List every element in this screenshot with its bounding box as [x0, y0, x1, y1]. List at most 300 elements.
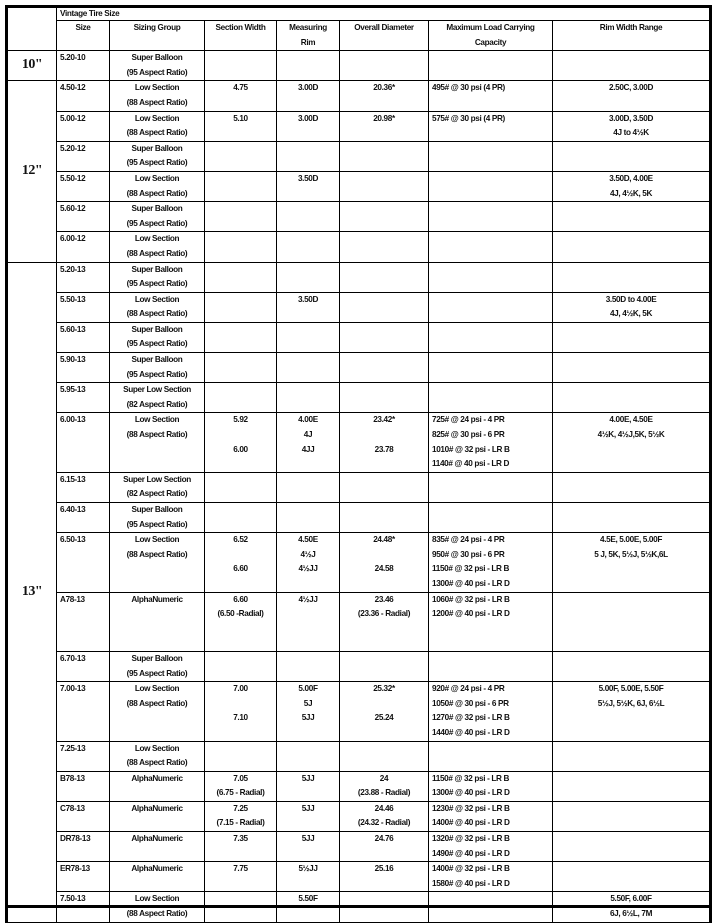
vintage-tire-size-table: [5, 5, 712, 923]
rim-width-range-line: 5 J, 5K, 5½J, 5½K,6L: [594, 549, 668, 559]
measuring-rim-cell: [277, 682, 340, 741]
overall-diameter-line: 24: [379, 773, 389, 783]
header-measuring-rim-line1: Measuring: [289, 23, 327, 32]
measuring-rim-cell: [277, 413, 340, 472]
rim-width-range-cell: [553, 682, 711, 741]
overall-diameter-line: 25.24: [374, 713, 394, 723]
sizing-group-line: Super Balloon: [131, 204, 183, 214]
sizing-group-line: Super Balloon: [131, 264, 183, 274]
tire-size: 5.20-13: [60, 264, 86, 274]
header-section-width: Section Width: [205, 21, 277, 51]
sizing-group-cell: [110, 292, 205, 322]
section-width-cell: [205, 771, 277, 801]
tire-size: ER78-13: [60, 864, 90, 874]
section-width-cell: [205, 892, 277, 922]
section-width-line: 6.00: [233, 444, 248, 454]
overall-diameter-cell: [340, 413, 429, 472]
size-cell: [57, 832, 110, 862]
measuring-rim-line: 3.00D: [297, 113, 319, 123]
max-load-cell: [429, 111, 553, 141]
measuring-rim-cell: [277, 232, 340, 262]
rim-width-range-cell: [553, 503, 711, 533]
section-width-cell: [205, 111, 277, 141]
overall-diameter-cell: [340, 111, 429, 141]
tire-size: 5.95-13: [60, 385, 86, 395]
overall-diameter-line: 25.16: [374, 864, 394, 874]
max-load-line: 1490# @ 40 psi - LR D: [432, 848, 510, 858]
tire-size: 7.00-13: [60, 684, 86, 694]
sizing-group-line: (88 Aspect Ratio): [126, 549, 188, 559]
sizing-group-line: Super Balloon: [131, 324, 183, 334]
max-load-cell: [429, 682, 553, 741]
size-cell: [57, 771, 110, 801]
sizing-group-line: (88 Aspect Ratio): [126, 909, 188, 919]
sizing-group-cell: [110, 862, 205, 892]
measuring-rim-line: 5J: [303, 698, 313, 708]
section-width-line: 7.00: [233, 684, 248, 694]
table-row: [7, 292, 711, 322]
section-width-line: 7.25: [233, 803, 248, 813]
size-cell: [57, 472, 110, 502]
section-width-line: (7.15 - Radial): [216, 818, 265, 828]
table-row: [7, 232, 711, 262]
overall-diameter-cell: [340, 383, 429, 413]
sizing-group-line: (88 Aspect Ratio): [126, 188, 188, 198]
sizing-group-cell: [110, 503, 205, 533]
rim-width-range-line: 4J to 4½K: [613, 128, 649, 138]
sizing-group-line: Super Balloon: [131, 653, 183, 663]
sizing-group-line: (95 Aspect Ratio): [126, 279, 188, 289]
rim-diameter-group-label: 13": [7, 262, 57, 922]
overall-diameter-cell: [340, 353, 429, 383]
size-cell: [57, 413, 110, 472]
rim-width-range-cell: [553, 262, 711, 292]
rim-width-range-line: 3.00D, 3.50D: [608, 113, 654, 123]
measuring-rim-cell: [277, 51, 340, 81]
sizing-group-cell: [110, 353, 205, 383]
table-row: [7, 651, 711, 681]
overall-diameter-cell: [340, 503, 429, 533]
table-row: [7, 832, 711, 862]
measuring-rim-cell: [277, 81, 340, 111]
rim-width-range-line: 6J, 6½L, 7M: [609, 909, 653, 919]
overall-diameter-cell: [340, 141, 429, 171]
tire-size: 5.50-12: [60, 173, 86, 183]
table-row: [7, 322, 711, 352]
rim-width-range-cell: [553, 292, 711, 322]
sizing-group-line: Super Low Section: [123, 474, 191, 484]
measuring-rim-line: 3.00D: [297, 83, 319, 93]
section-width-line: 7.05: [233, 773, 248, 783]
sizing-group-line: (82 Aspect Ratio): [126, 399, 188, 409]
size-cell: [57, 592, 110, 651]
overall-diameter-line: 23.42*: [373, 415, 395, 425]
tire-size: 6.50-13: [60, 535, 86, 545]
rim-width-range-cell: [553, 141, 711, 171]
max-load-cell: [429, 141, 553, 171]
overall-diameter-cell: [340, 262, 429, 292]
size-cell: [57, 51, 110, 81]
overall-diameter-line: 24.76: [374, 834, 394, 844]
header-overall-diameter: Overall Diameter: [340, 21, 429, 51]
max-load-line: 1140# @ 40 psi - LR D: [432, 459, 510, 469]
max-load-cell: [429, 171, 553, 201]
size-cell: [57, 383, 110, 413]
sizing-group-line: Super Balloon: [131, 355, 183, 365]
measuring-rim-cell: [277, 832, 340, 862]
overall-diameter-cell: [340, 801, 429, 831]
table-row: [7, 533, 711, 592]
sizing-group-line: Low Section: [134, 113, 180, 123]
rim-width-range-cell: [553, 51, 711, 81]
measuring-rim-cell: [277, 171, 340, 201]
rim-width-range-cell: [553, 892, 711, 922]
overall-diameter-line: 24.58: [374, 564, 394, 574]
table-row: [7, 892, 711, 922]
rim-width-range-line: 2.50C, 3.00D: [608, 83, 654, 93]
tire-size: B78-13: [60, 773, 85, 783]
sizing-group-line: AlphaNumeric: [131, 834, 183, 844]
measuring-rim-line: 4.50E: [298, 535, 318, 545]
section-width-line: 6.52: [233, 535, 248, 545]
sizing-group-cell: [110, 832, 205, 862]
sizing-group-line: (88 Aspect Ratio): [126, 758, 188, 768]
measuring-rim-cell: [277, 262, 340, 292]
measuring-rim-line: 5JJ: [301, 773, 315, 783]
measuring-rim-line: 4J: [303, 430, 313, 440]
size-cell: [57, 533, 110, 592]
section-width-line: 6.60: [233, 594, 248, 604]
rim-width-range-line: 5.50F, 6.00F: [610, 894, 652, 904]
max-load-cell: [429, 51, 553, 81]
rim-width-range-line: 5½J, 5½K, 6J, 6½L: [597, 698, 665, 708]
table-row: [7, 51, 711, 81]
table-row: [7, 503, 711, 533]
overall-diameter-cell: [340, 741, 429, 771]
tire-size: 6.00-13: [60, 415, 86, 425]
size-cell: [57, 322, 110, 352]
size-cell: [57, 801, 110, 831]
overall-diameter-cell: [340, 533, 429, 592]
max-load-cell: [429, 81, 553, 111]
table-row: [7, 801, 711, 831]
rim-width-range-cell: [553, 202, 711, 232]
size-cell: [57, 651, 110, 681]
overall-diameter-line: 23.78: [374, 444, 394, 454]
overall-diameter-line: (23.36 - Radial): [357, 609, 411, 619]
overall-diameter-line: (24.32 - Radial): [357, 818, 411, 828]
tire-size: 5.60-12: [60, 204, 86, 214]
size-cell: [57, 892, 110, 922]
section-width-line: (6.50 -Radial): [217, 609, 264, 619]
table-row: [7, 262, 711, 292]
overall-diameter-cell: [340, 651, 429, 681]
overall-diameter-line: (23.88 - Radial): [357, 788, 411, 798]
sizing-group-line: Low Section: [134, 894, 180, 904]
overall-diameter-cell: [340, 322, 429, 352]
rim-width-range-cell: [553, 232, 711, 262]
max-load-cell: [429, 741, 553, 771]
max-load-line: 1060# @ 32 psi - LR B: [432, 594, 510, 604]
section-width-cell: [205, 353, 277, 383]
measuring-rim-line: 5.00F: [298, 684, 318, 694]
section-width-cell: [205, 383, 277, 413]
max-load-cell: [429, 862, 553, 892]
overall-diameter-cell: [340, 51, 429, 81]
tire-size: 6.00-12: [60, 234, 86, 244]
sizing-group-line: (95 Aspect Ratio): [126, 218, 188, 228]
measuring-rim-line: 5½JJ: [298, 864, 318, 874]
overall-diameter-cell: [340, 171, 429, 201]
rim-width-range-cell: [553, 741, 711, 771]
table-row: [7, 592, 711, 651]
table-row: [7, 141, 711, 171]
tire-size: 6.15-13: [60, 474, 86, 484]
tire-size: 5.90-13: [60, 355, 86, 365]
overall-diameter-cell: [340, 81, 429, 111]
header-max-load: [429, 21, 553, 51]
sizing-group-cell: [110, 892, 205, 922]
rim-width-range-cell: [553, 81, 711, 111]
section-width-cell: [205, 262, 277, 292]
sizing-group-line: (95 Aspect Ratio): [126, 369, 188, 379]
max-load-cell: [429, 801, 553, 831]
max-load-line: 575# @ 30 psi (4 PR): [432, 113, 505, 123]
max-load-cell: [429, 413, 553, 472]
measuring-rim-line: 4½J: [300, 549, 316, 559]
sizing-group-line: AlphaNumeric: [131, 594, 183, 604]
sizing-group-line: (88 Aspect Ratio): [126, 128, 188, 138]
sizing-group-cell: [110, 81, 205, 111]
rim-diameter-group-label: 12": [7, 81, 57, 262]
header-measuring-rim-line2: Rim: [300, 37, 316, 47]
tire-size: A78-13: [60, 594, 85, 604]
section-width-cell: [205, 862, 277, 892]
sizing-group-line: (88 Aspect Ratio): [126, 430, 188, 440]
section-width-cell: [205, 292, 277, 322]
max-load-line: 1150# @ 32 psi - LR B: [432, 773, 510, 783]
section-width-line: 7.35: [233, 834, 248, 844]
header-max-load-line1: Maximum Load Carrying: [446, 23, 535, 32]
sizing-group-line: Low Section: [134, 684, 180, 694]
max-load-cell: [429, 503, 553, 533]
max-load-cell: [429, 383, 553, 413]
header-max-load-line2: Capacity: [474, 37, 507, 47]
rim-width-range-line: 4.00E, 4.50E: [609, 415, 653, 425]
header-rim-width-range: Rim Width Range: [553, 21, 711, 51]
rim-width-range-cell: [553, 832, 711, 862]
sizing-group-line: Low Section: [134, 415, 180, 425]
table-row: [7, 111, 711, 141]
max-load-line: 1010# @ 32 psi - LR B: [432, 444, 510, 454]
measuring-rim-cell: [277, 353, 340, 383]
max-load-line: 1050# @ 30 psi - 6 PR: [432, 698, 509, 708]
table-row: [7, 81, 711, 111]
table-title-row: [7, 7, 711, 21]
table-row: [7, 413, 711, 472]
max-load-line: 1300# @ 40 psi - LR D: [432, 788, 510, 798]
tire-size: 7.50-13: [60, 894, 86, 904]
sizing-group-cell: [110, 202, 205, 232]
overall-diameter-line: [343, 428, 425, 443]
table-row: [7, 383, 711, 413]
sizing-group-cell: [110, 472, 205, 502]
sizing-group-line: (95 Aspect Ratio): [126, 67, 188, 77]
tire-size: 5.20-12: [60, 143, 86, 153]
sizing-group-line: Low Section: [134, 234, 180, 244]
sizing-group-line: Super Low Section: [123, 385, 191, 395]
section-width-cell: [205, 322, 277, 352]
sizing-group-line: Low Section: [134, 535, 180, 545]
max-load-line: 1320# @ 32 psi - LR B: [432, 834, 510, 844]
sizing-group-cell: [110, 592, 205, 651]
measuring-rim-cell: [277, 141, 340, 171]
tire-size: 5.50-13: [60, 294, 86, 304]
section-width-cell: [205, 81, 277, 111]
section-width-line: 7.75: [233, 864, 248, 874]
max-load-line: 1580# @ 40 psi - LR D: [432, 878, 510, 888]
measuring-rim-cell: [277, 862, 340, 892]
max-load-cell: [429, 322, 553, 352]
section-width-cell: [205, 533, 277, 592]
overall-diameter-line: 24.46: [374, 803, 394, 813]
sizing-group-cell: [110, 383, 205, 413]
rim-width-range-line: 3.50D, 4.00E: [609, 173, 653, 183]
section-width-line: 4.75: [233, 83, 248, 93]
table-row: [7, 862, 711, 892]
tire-size: 7.25-13: [60, 743, 86, 753]
table-row: [7, 353, 711, 383]
table-row: [7, 741, 711, 771]
max-load-cell: [429, 533, 553, 592]
size-cell: [57, 232, 110, 262]
rim-width-range-line: 4J, 4½K, 5K: [609, 309, 653, 319]
size-cell: [57, 202, 110, 232]
sizing-group-cell: [110, 171, 205, 201]
max-load-line: 1300# @ 40 psi - LR D: [432, 578, 510, 588]
sizing-group-cell: [110, 651, 205, 681]
measuring-rim-cell: [277, 472, 340, 502]
measuring-rim-line: 4.00E: [298, 415, 318, 425]
overall-diameter-cell: [340, 862, 429, 892]
max-load-line: 920# @ 24 psi - 4 PR: [432, 684, 505, 694]
sizing-group-line: AlphaNumeric: [131, 864, 183, 874]
rim-width-range-line: 4.5E, 5.00E, 5.00F: [600, 535, 662, 545]
sizing-group-line: Super Balloon: [131, 505, 183, 514]
sizing-group-line: (88 Aspect Ratio): [126, 97, 188, 107]
sizing-group-line: Super Balloon: [131, 143, 183, 153]
size-cell: [57, 741, 110, 771]
section-width-cell: [205, 413, 277, 472]
rim-width-range-line: 3.50D to 4.00E: [605, 294, 657, 304]
size-cell: [57, 171, 110, 201]
table-header-row: [7, 21, 711, 51]
measuring-rim-cell: [277, 202, 340, 232]
table-row: [7, 771, 711, 801]
rim-width-range-cell: [553, 171, 711, 201]
table-row: [7, 682, 711, 741]
tire-size: 4.50-12: [60, 83, 86, 93]
max-load-cell: [429, 832, 553, 862]
measuring-rim-line: 5JJ: [301, 713, 315, 723]
size-cell: [57, 682, 110, 741]
table-row: [7, 171, 711, 201]
sizing-group-line: Low Section: [134, 83, 180, 93]
section-width-line: 5.10: [233, 113, 248, 123]
max-load-cell: [429, 353, 553, 383]
size-cell: [57, 862, 110, 892]
corner-cell: [7, 7, 57, 51]
max-load-cell: [429, 202, 553, 232]
sizing-group-cell: [110, 141, 205, 171]
measuring-rim-cell: [277, 503, 340, 533]
measuring-rim-line: 5.50F: [298, 894, 318, 904]
size-cell: [57, 292, 110, 322]
max-load-line: 950# @ 30 psi - 6 PR: [432, 549, 505, 559]
overall-diameter-cell: [340, 472, 429, 502]
rim-width-range-cell: [553, 651, 711, 681]
max-load-cell: [429, 262, 553, 292]
overall-diameter-line: 20.36*: [373, 83, 395, 93]
overall-diameter-cell: [340, 592, 429, 651]
size-cell: [57, 262, 110, 292]
size-cell: [57, 503, 110, 533]
measuring-rim-cell: [277, 322, 340, 352]
sizing-group-cell: [110, 111, 205, 141]
header-size: Size: [57, 21, 110, 51]
tire-size: 5.00-12: [60, 113, 86, 123]
max-load-cell: [429, 232, 553, 262]
measuring-rim-cell: [277, 111, 340, 141]
section-width-cell: [205, 202, 277, 232]
max-load-line: [432, 622, 549, 637]
max-load-line: 1440# @ 40 psi - LR D: [432, 727, 510, 737]
section-width-cell: [205, 141, 277, 171]
size-cell: [57, 353, 110, 383]
rim-width-range-cell: [553, 413, 711, 472]
max-load-line: 1200# @ 40 psi - LR D: [432, 609, 510, 619]
rim-width-range-cell: [553, 771, 711, 801]
tire-size: DR78-13: [60, 834, 91, 844]
sizing-group-cell: [110, 771, 205, 801]
sizing-group-cell: [110, 232, 205, 262]
sizing-group-line: (95 Aspect Ratio): [126, 668, 188, 678]
section-width-cell: [205, 472, 277, 502]
max-load-line: 725# @ 24 psi - 4 PR: [432, 415, 505, 425]
size-cell: [57, 111, 110, 141]
table-title: Vintage Tire Size: [57, 7, 711, 21]
overall-diameter-line: 23.46: [374, 594, 394, 604]
section-width-cell: [205, 51, 277, 81]
max-load-cell: [429, 592, 553, 651]
tire-size: C78-13: [60, 803, 85, 813]
overall-diameter-cell: [340, 682, 429, 741]
sizing-group-line: (95 Aspect Ratio): [126, 519, 188, 529]
max-load-cell: [429, 472, 553, 502]
max-load-line: 1150# @ 32 psi - LR B: [432, 564, 510, 574]
section-width-cell: [205, 741, 277, 771]
header-measuring-rim: [277, 21, 340, 51]
measuring-rim-line: 4½JJ: [298, 594, 318, 604]
rim-width-range-cell: [553, 533, 711, 592]
sizing-group-cell: [110, 322, 205, 352]
sizing-group-line: Super Balloon: [131, 53, 183, 63]
section-width-line: (6.75 - Radial): [216, 788, 265, 798]
overall-diameter-line: 25.32*: [373, 684, 395, 694]
measuring-rim-line: 5JJ: [301, 834, 315, 844]
section-width-cell: [205, 232, 277, 262]
overall-diameter-cell: [340, 232, 429, 262]
